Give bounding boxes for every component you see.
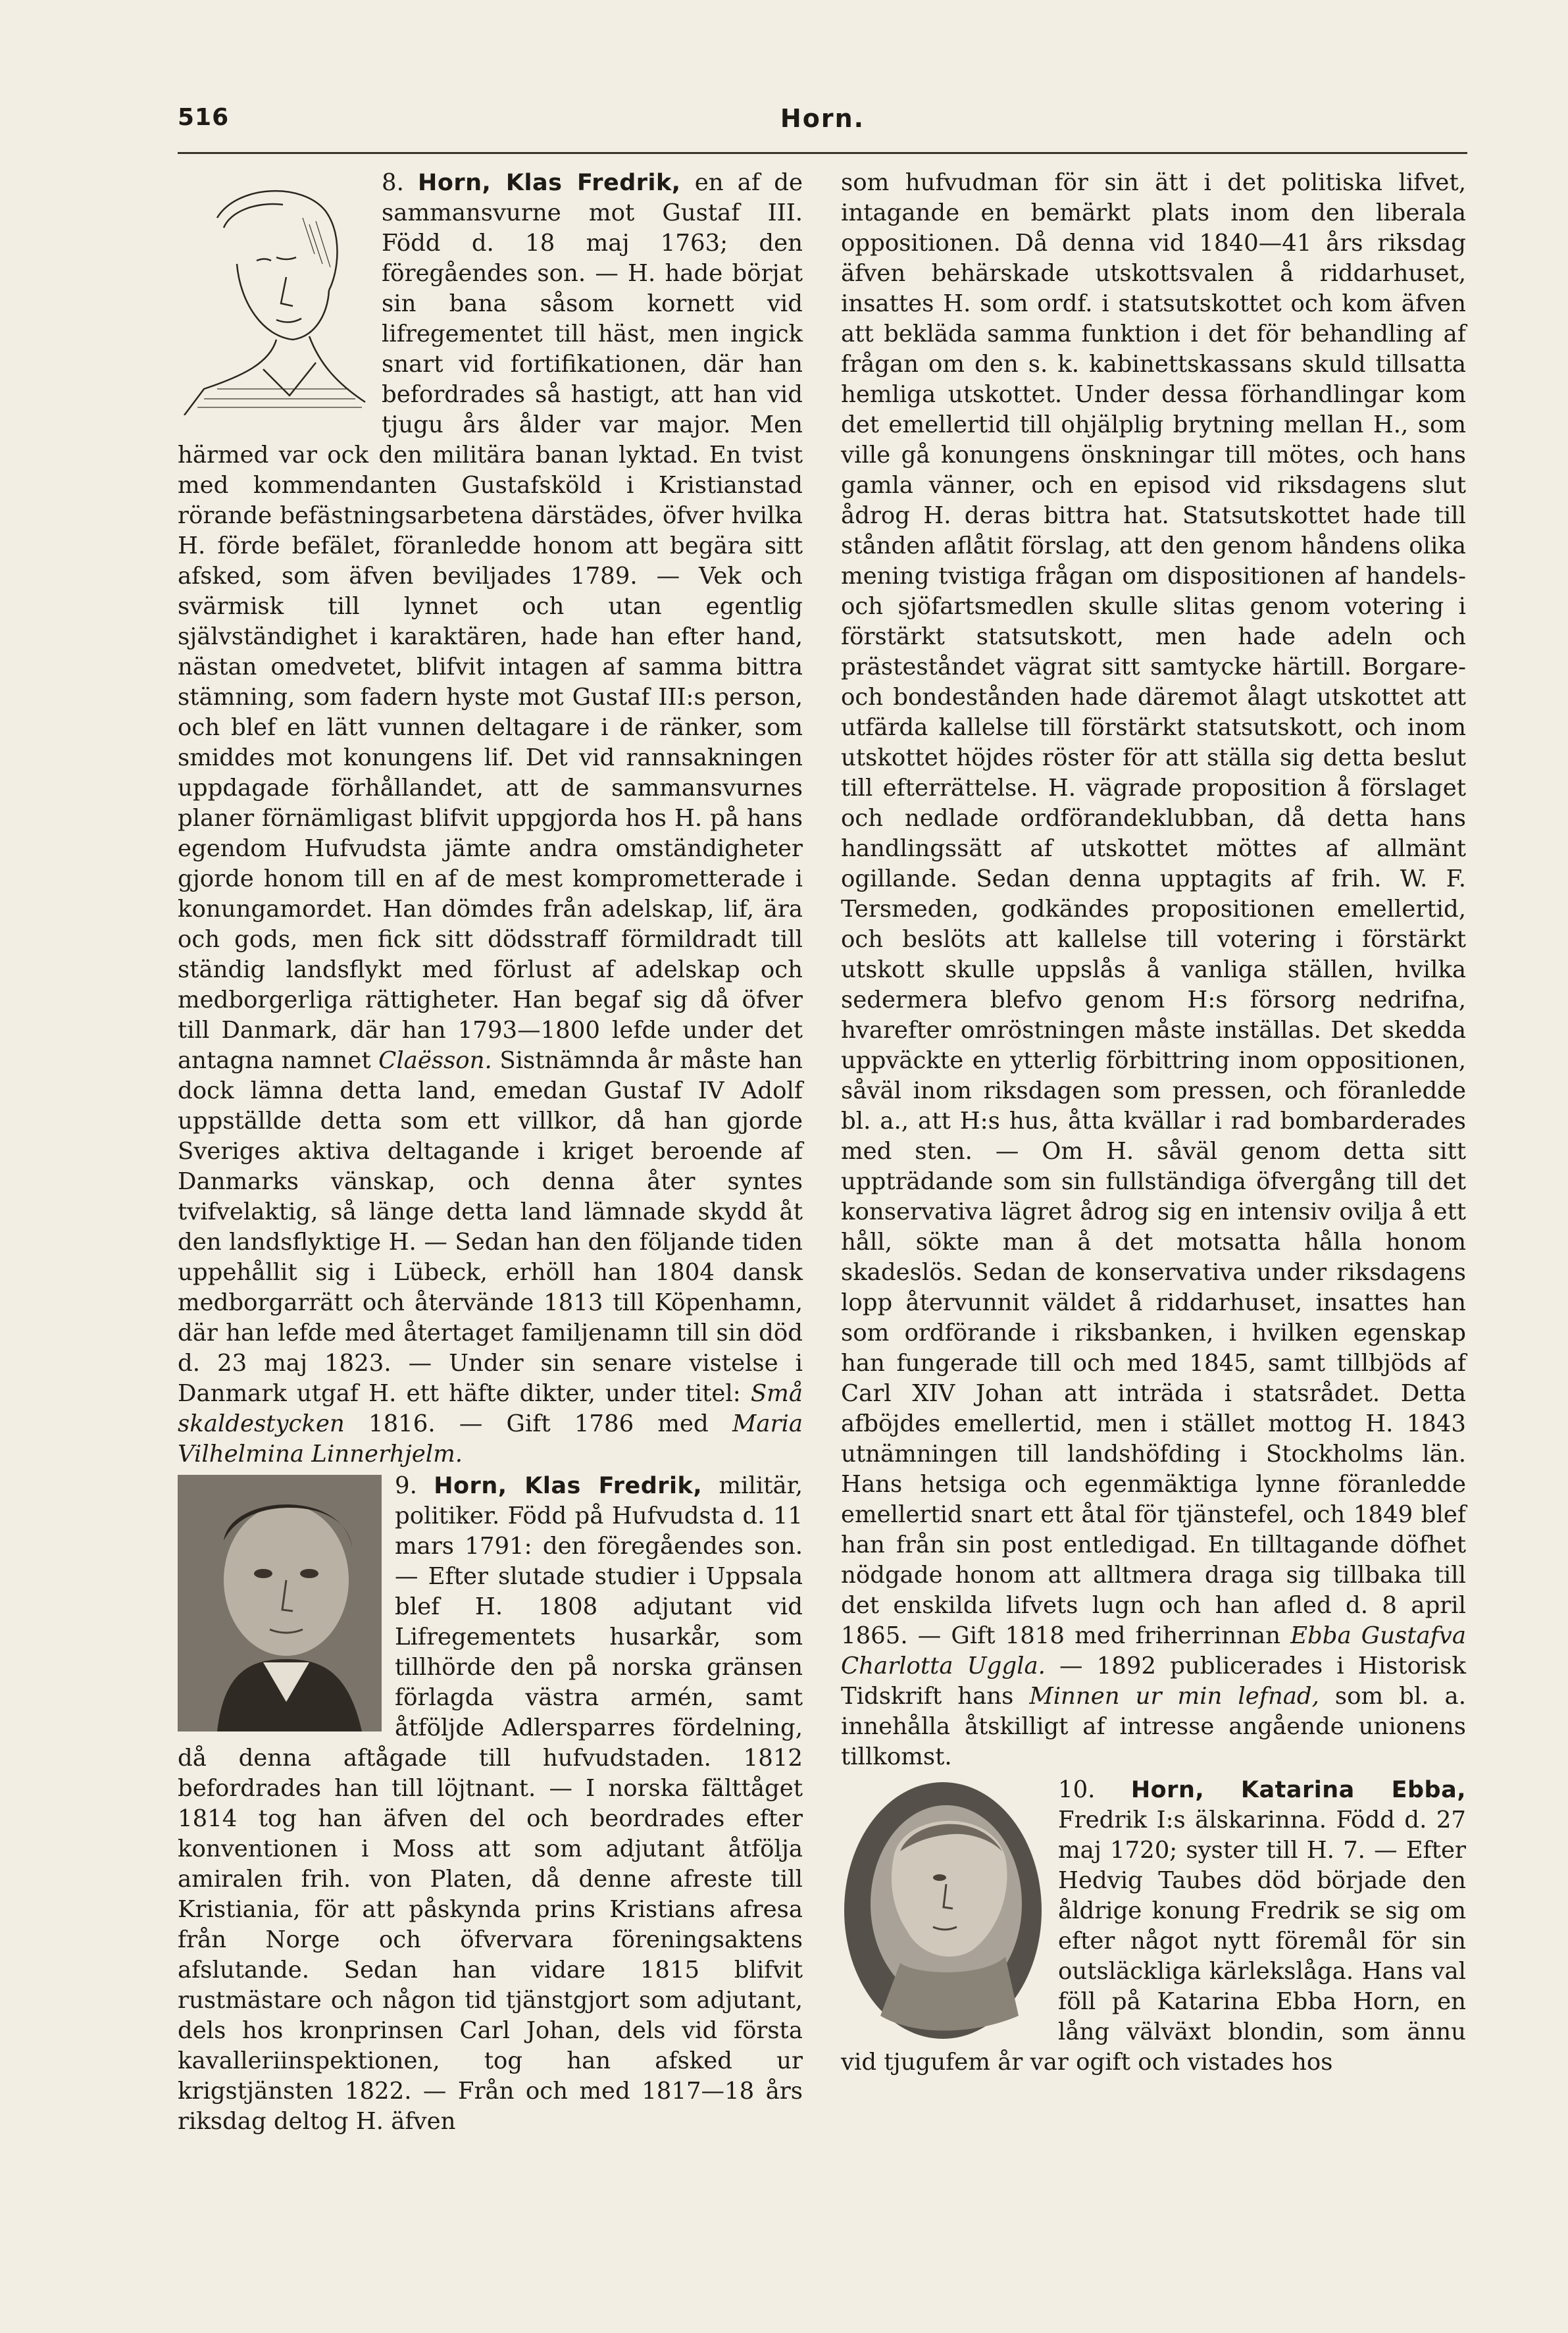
entry-10 xyxy=(841,1775,1466,2078)
entry-9-text-r1: som hufvudman för sin ätt i det politiska lifvet, intagande en bemärkt plats inom den liberala oppositionen. Då denna vid 1840—41 års riksdag äfven behärskade utskottsvalen å riddarhuset, insattes H. som ordf. i statsutskottet och kom äfven att bekläda samma funktion i det för behandling af frågan om den s. k. kabinettskassans skuld tillsatta hemliga utskottet. Under dessa förhandlingar kom det emellertid till ohjälplig brytning mellan H., som ville gå konungens önskningar till mötes, och hans gamla vänner, och en episod vid riksdagens slut ådrog H. deras bittra hat. Statsutskottet hade till stånden aflåtit förslag, att den genom håndens olika mening tvistiga frågan om dispositionen af handels- och sjöfartsmedlen skulle slitas genom votering i förstärkt statsutskott, men hade adeln och prästeståndet vägrat sitt samtycke härtill. Borgare- och bondestånden hade däremot ålagt utskottet att utfärda kallelse till förstärkt statsutskott, och inom utskottet höjdes röster för att ställa sig detta beslut till efterrättelse. H. vägrade proposition å förslaget och nedlade ordförandeklubban, då detta hans handlingssätt af utskottet möttes af allmänt ogillande. Sedan denna upptagits af frih. W. F. Tersmeden, godkändes propositionen emellertid, och beslöts att kallelse till votering i förstärkt utskott skulle uppslås å vanliga ställen, hvilka sedermera blefvo genom H:s försorg nedrifna, hvarefter omröstningen måste inställas. Det skedda uppväckte en ytterlig förbittring inom oppositionen, såväl inom riksdagen som pressen, och föranledde bl. a., att H:s hus, åtta kvällar i rad bombarderades med sten. — Om H. såväl genom detta sitt uppträdande som sin fullständiga öfvergång till det konservativa lägret ådrog sig en intensiv ovilja å ett håll, sökte man å det motsatta hålla honom skadeslös. Sedan de konservativa under riksdagens lopp återvunnit väldet å riddarhuset, insattes han som ordförande i riksbanken, i hvilken egenskap han fungerade till och med 1845, samt tillbjöds af Carl XIV Johan att inträda i statsrådet. Detta afböjdes emellertid, men i stället mottog H. 1843 utnämningen till landshöfding i Stockholms län. Hans hetsiga och egenmäktiga lynne föranledde emellertid snart ett åtal för tjänstefel, och 1849 blef han från sin post entledigad. En tilltagande döfhet nödgade honom att alltmera draga sig tillbaka till det enskilda lifvets lugn och han afled d. 8 april 1865. — Gift 1818 med friherrinnan xyxy=(841,169,1466,1649)
entry-9 xyxy=(178,1471,803,2137)
entry-8-number: 8. xyxy=(382,169,404,196)
entry-10-number: 10. xyxy=(1058,1776,1096,1803)
page-number: 516 xyxy=(178,104,230,131)
entry-10-text-1: Fredrik I:s älskarinna. Född d. 27 maj 1720; syster till H. 7. — Efter Hedvig Taubes död började den åldrige konung Fredrik se sig om efter något nytt föremål för sin outsläckliga kärlekslåga. Hans val föll på Katarina Ebba Horn, en lång välväxt blondin, som ännu vid tjugufem år var ogift och vistades hos xyxy=(841,1807,1466,2076)
entry-9-continued xyxy=(841,168,1466,1772)
entry-9-text-left: militär, politiker. Född på Hufvudsta d. 11 mars 1791: den föregåendes son. — Efter slutade studier i Uppsala blef H. 1808 adjutant vid Lifregementets husarkår, som tillhörde den på norska gränsen förlagda västra armén, samt åtföljde Adlersparres fördelning, då denna aftågade till hufvudstaden. 1812 befordrades han till löjtnant. — I norska fälttåget 1814 tog han äfven del och beordrades efter konventionen i Moss att som adjutant åtfölja amiralen frih. von Platen, då denne afreste till Kristiania, för att påskynda prins Kristians afresa från Norge och öfvervara föreningsaktens afslutande. Sedan han vidare 1815 blifvit rustmästare och någon tid tjänstgjort som adjutant, dels hos kronprinsen Carl Johan, dels vid första kavalleriinspektionen, tog han afsked ur krigstjänsten 1822. — Från och med 1817—18 års riksdag deltog H. äfven xyxy=(178,1472,803,2135)
portrait-klas-fredrik-horn-1791 xyxy=(178,1475,382,1731)
entry-9-text-r3: — 1892 publicerades i Historisk Tidskrift hans xyxy=(841,1653,1467,1710)
entry-8-name: Horn, Klas Fredrik, xyxy=(418,170,681,196)
header-rule xyxy=(178,152,1467,154)
photo-portrait-icon xyxy=(178,1475,382,1731)
entry-8-text-6: Maria Vilhelmina Linnerhjelm. xyxy=(178,1410,803,1468)
page-header xyxy=(178,104,1467,150)
medallion-portrait-icon xyxy=(841,1779,1045,2042)
portrait-klas-fredrik-horn-1763 xyxy=(178,172,368,415)
entry-9-text-r4: Minnen ur min lefnad, xyxy=(1029,1683,1319,1710)
entry-8-text-2: Claësson. xyxy=(378,1047,492,1074)
entry-10-name: Horn, Katarina Ebba, xyxy=(1130,1777,1466,1803)
entry-9-text-r5: som bl. a. innehålla åtskilligt af intresse angående unionens tillkomst. xyxy=(841,1683,1466,1770)
entry-8-text-3: Sistnämnda år måste han dock lämna detta land, emedan Gustaf IV Adolf uppställde detta som ett villkor, då han gjorde Sveriges aktiva deltagande i kriget beroende af Danmarks vänskap, och denna åter syntes tvifvelaktig, så länge detta land lämnade skydd åt den landsflyktige H. — Sedan han den följande tiden uppehållit sig i Lübeck, erhöll han 1804 dansk medborgarrätt och återvände 1813 till Köpenhamn, där han lefde med återtaget familjenamn till sin död d. 23 maj 1823. — Under sin senare vistelse i Danmark utgaf H. ett häfte dikter, under titel: xyxy=(178,1047,803,1407)
portrait-katarina-ebba-horn xyxy=(841,1779,1045,2042)
running-head: Horn. xyxy=(780,104,865,133)
entry-8 xyxy=(178,168,803,1470)
entry-9-text-r2: Ebba Gustafva Charlotta Uggla. xyxy=(841,1622,1467,1679)
entry-9-name: Horn, Klas Fredrik, xyxy=(434,1473,703,1499)
entry-8-text-4: Små skaldestycken xyxy=(178,1380,803,1437)
entry-9-number: 9. xyxy=(395,1472,417,1499)
engraving-portrait-icon xyxy=(178,172,368,415)
right-column xyxy=(841,168,1466,2078)
left-column xyxy=(178,168,803,2137)
entry-8-text-5: 1816. — Gift 1786 med xyxy=(344,1410,732,1437)
entry-8-text-1: en af de sammansvurne mot Gustaf III. Född d. 18 maj 1763; den föregåendes son. — H. hade börjat sin bana såsom kornett vid lifregementet till häst, men ingick snart vid fortifikationen, där han befordrades så hastigt, att han vid tjugu års ålder var major. Men härmed var ock den militära banan lyktad. En tvist med kommendanten Gustafsköld i Kristianstad rörande befästningsarbetena därstädes, öfver hvilka H. förde befälet, föranledde honom att begära sitt afsked, som äfven beviljades 1789. — Vek och svärmisk till lynnet och utan egentlig självständighet i karaktären, hade han efter hand, nästan omedvetet, blifvit intagen af samma bittra stämning, som fadern hyste mot Gustaf III:s person, och blef en lätt vunnen deltagare i de ränker, som smiddes mot konungens lif. Det vid rannsakningen uppdagade förhållandet, att de sammansvurnes planer förnämligast blifvit uppgjorda hos H. på hans egendom Hufvudsta jämte andra omständigheter gjorde honom till en af de mest komprometterade i konungamordet. Han dömdes från adelskap, lif, ära och gods, men fick sitt dödsstraff förmildradt till ständig landsflykt med förlust af adelskap och medborgerliga rättigheter. Han begaf sig då öfver till Danmark, där han 1793—1800 lefde under det antagna namnet xyxy=(178,169,803,1074)
